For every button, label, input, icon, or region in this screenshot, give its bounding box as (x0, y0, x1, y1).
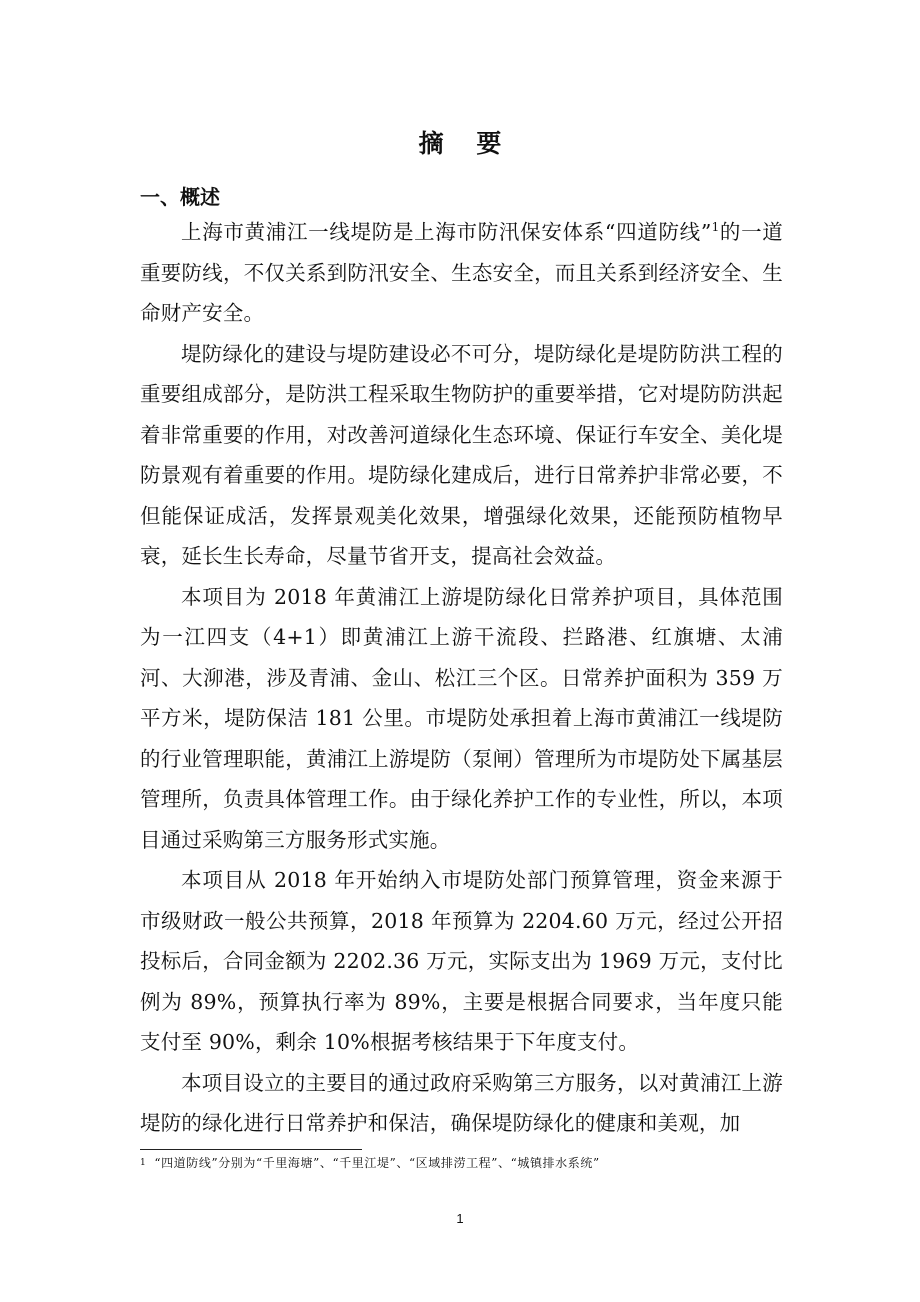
paragraph-1 (140, 212, 783, 334)
paragraph-1-text-a: 上海市黄浦江一线堤防是上海市防汛保安体系“四道防线” (181, 220, 712, 244)
footnote-reference: 1 (711, 220, 720, 235)
page-title: 摘 要 (418, 129, 514, 158)
section-heading: 一、概述 (140, 185, 220, 209)
footnote-mark: 1 (140, 1158, 147, 1168)
paragraph-3: 本项目为 2018 年黄浦江上游堤防绿化日常养护项目，具体范围为一江四支（4+1）即黄浦江上游干流段、拦路港、红旗塘、太浦河、大泖港，涉及青浦、金山、松江三个区。日常养护面积为 359 万平方米，堤防保洁 181 公里。市堤防处承担着上海市黄浦江一线堤防的行业管理职能，黄浦江上游堤防（泵闸）管理所为市堤防处下属基层管理所，负责具体管理工作。由于绿化养护工作的专业性，所以，本项目通过采购第三方服务形式实施。 (140, 584, 783, 852)
paragraph-5: 本项目设立的主要目的通过政府采购第三方服务，以对黄浦江上游堤防的绿化进行日常养护和保洁，确保堤防绿化的健康和美观，加 (140, 1070, 783, 1135)
footnote (140, 1155, 800, 1171)
body-text (140, 212, 783, 1144)
footnote-separator (140, 1149, 362, 1150)
paragraph-2: 堤防绿化的建设与堤防建设必不可分，堤防绿化是堤防防洪工程的重要组成部分，是防洪工程采取生物防护的重要举措，它对堤防防洪起着非常重要的作用，对改善河道绿化生态环境、保证行车安全、美化堤防景观有着重要的作用。堤防绿化建成后，进行日常养护非常必要，不但能保证成活，发挥景观美化效果，增强绿化效果，还能预防植物早衰，延长生长寿命，尽量节省开支，提高社会效益。 (140, 341, 783, 568)
page-number: 1 (456, 1211, 464, 1226)
paragraph-4: 本项目从 2018 年开始纳入市堤防处部门预算管理，资金来源于市级财政一般公共预算，2018 年预算为 2204.60 万元，经过公开招投标后，合同金额为 2202.36 万元，实际支出为 1969 万元，支付比例为 89%，预算执行率为 89%，主要是根据合同要求，当年度只能支付至 90%，剩余 10%根据考核结果于下年度支付。 (140, 868, 783, 1054)
paragraph-1-text-b: 的一道重要防线，不仅关系到防汛安全、生态安全，而且关系到经济安全、生命财产安全。 (140, 220, 783, 325)
footnote-text: “四道防线”分别为“千里海塘”、“千里江堤”、“区域排涝工程”、“城镇排水系统” (154, 1156, 600, 1170)
